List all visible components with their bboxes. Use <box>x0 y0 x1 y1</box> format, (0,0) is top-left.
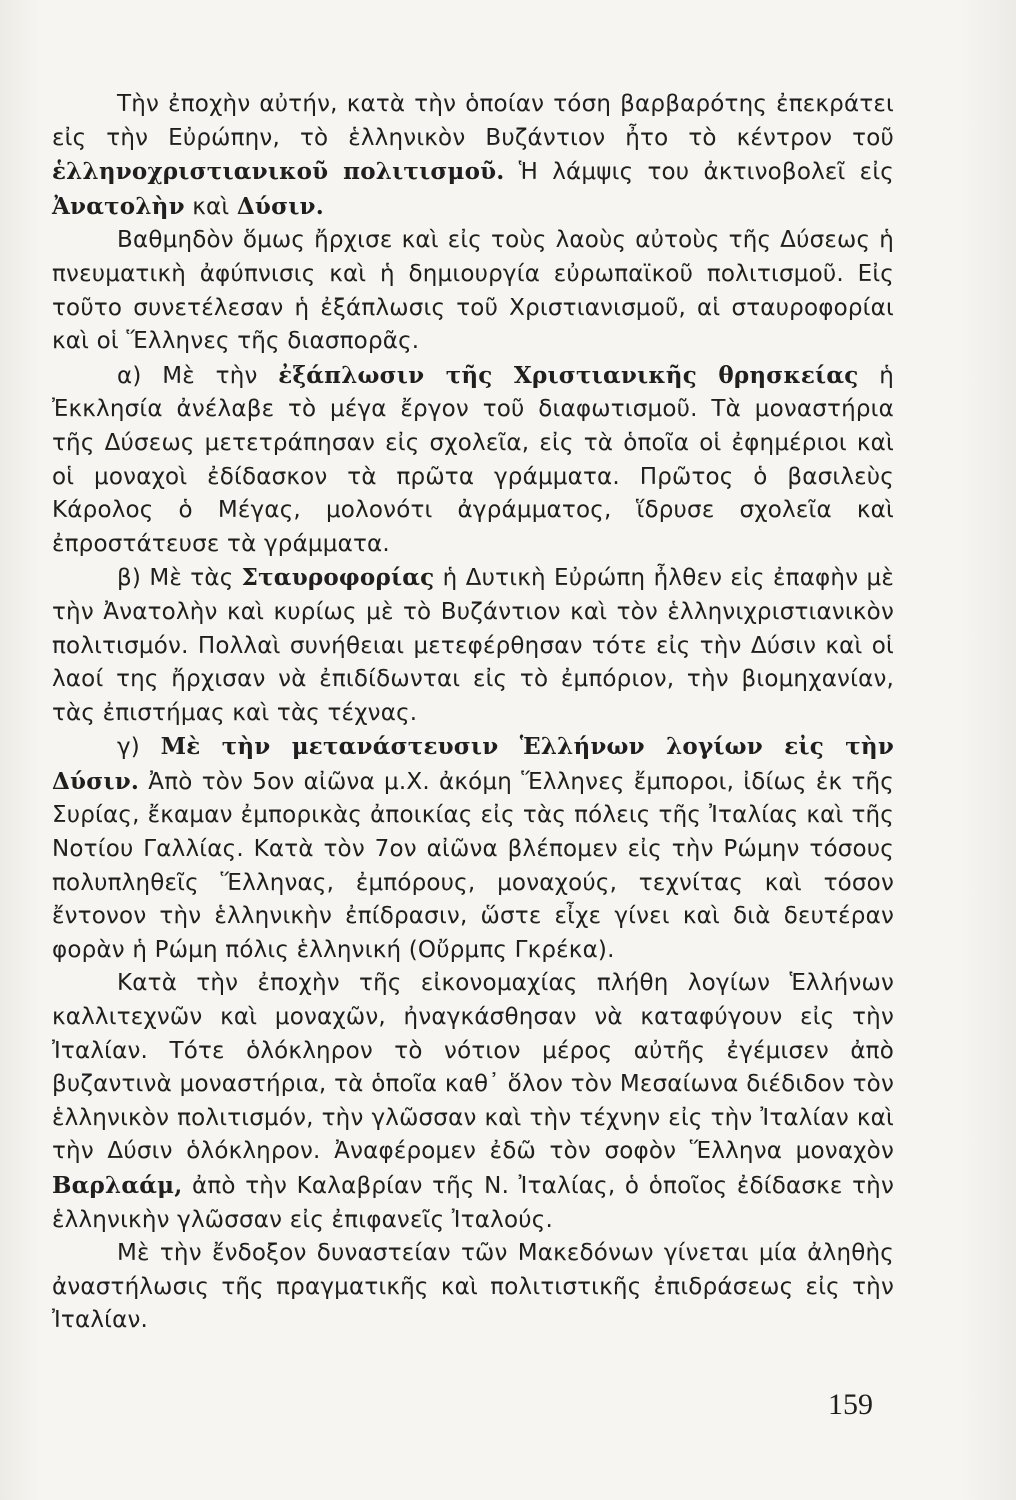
text-span: ἡ Ἐκκλησία ἀνέλαβε τὸ μέγα ἔργον τοῦ διαφωτισμοῦ. Τὰ μοναστήρια τῆς Δύσεως μετετράπησαν εἰς σχολεῖα, εἰς τὰ ὁποῖα οἱ ἐφημέριοι καὶ οἱ μοναχοὶ ἐδίδασκον τὰ πρῶτα γράμματα. Πρῶτος ὁ βασιλεὺς Κάρολος ὁ Μέγας, μολονότι ἀγράμματος, ἵδρυσε σχολεῖα καὶ ἐπροστάτευσε τὰ γράμματα. <box>52 362 895 557</box>
text-span: Ἀπὸ τὸν 5ον αἰῶνα μ.Χ. ἀκόμη Ἕλληνες ἔμποροι, ἰδίως ἐκ τῆς Συρίας, ἔκαμαν ἐμπορικὰς ἀποικίας εἰς τὰς πόλεις τῆς Ἰταλίας καὶ τῆς Νοτίου Γαλλίας. Κατὰ τὸν 7ον αἰῶνα βλέπομεν εἰς τὴν Ρώμην τόσους πολυπληθεῖς Ἕλληνας, ἐμπόρους, μοναχούς, τεχνίτας καὶ τόσον ἔντονον τὴν ἑλληνικὴν ἐπίδρασιν, ὥστε εἶχε γίνει καὶ διὰ δευτέραν φορὰν ἡ Ρώμη πόλις ἑλληνική (Οὔρμπς Γκρέκα). <box>52 768 894 963</box>
bold-term: Ἀνατολὴν <box>52 192 185 220</box>
text-span: Ἡ λάμψις του ἀκτινοβολεῖ εἰς <box>504 159 894 186</box>
bold-term: Βαρλαάμ, <box>52 1172 183 1199</box>
text-span: γ) <box>117 734 161 761</box>
bold-term: Σταυροφορίας <box>241 564 435 592</box>
text-span: Κατὰ τὴν ἐποχὴν τῆς εἰκονομαχίας πλήθη λογίων Ἑλλήνων καλλιτεχνῶν καὶ μοναχῶν, ἠναγκάσθησαν νὰ καταφύγουν εἰς τὴν Ἰταλίαν. Τότε ὁλόκληρον τὸ νότιον μέρος αὐτῆς ἐγέμισεν ἀπὸ βυζαντινὰ μοναστήρια, τὰ ὁποῖα καθ᾽ ὅλον τὸν Μεσαίωνα διέδιδον τὸν ἑλληνικὸν πολιτισμόν, τὴν γλῶσσαν καὶ τὴν τέχνην εἰς τὴν Ἰταλίαν καὶ τὴν Δύσιν ὁλόκληρον. Ἀναφέρομεν ἐδῶ τὸν σοφὸν Ἕλληνα μοναχὸν <box>52 970 894 1165</box>
paragraph-awakening <box>52 224 894 358</box>
body-text <box>52 88 894 1338</box>
page-number: 159 <box>828 1388 873 1421</box>
bold-term: ἐξάπλωσιν τῆς Χριστιανικῆς θρησκείας <box>278 361 859 389</box>
bold-term: Μὲ τὴν μετανάστευσιν Ἑλλήνων λογίων εἰς τὴν Δύσιν. <box>52 733 894 795</box>
bold-term: Δύσιν. <box>236 192 324 220</box>
paragraph-migration <box>52 730 894 967</box>
text-span: Μὲ τὴν ἔνδοξον δυναστείαν τῶν Μακεδόνων γίνεται μία ἀληθὴς ἀναστήλωσις τῆς πραγματικῆς καὶ πολιτιστικῆς ἐπιδράσεως εἰς τὴν Ἰταλίαν. <box>52 1240 894 1334</box>
text-span: Βαθμηδὸν ὅμως ἤρχισε καὶ εἰς τοὺς λαοὺς αὐτοὺς τῆς Δύσεως ἡ πνευματικὴ ἀφύπνισις καὶ ἡ δημιουργία εὐρωπαϊκοῦ πολιτισμοῦ. Εἰς τοῦτο συνετέλεσαν ἡ ἐξάπλωσις τοῦ Χριστιανισμοῦ, αἱ σταυροφορίαι καὶ οἱ Ἕλληνες τῆς διασπορᾶς. <box>52 227 894 355</box>
text-span: Τὴν ἐποχὴν αὐτήν, κατὰ τὴν ὁποίαν τόση βαρβαρότης ἐπεκράτει εἰς τὴν Εὐρώπην, τὸ ἑλληνικὸν Βυζάντιον ἦτο τὸ κέντρον τοῦ <box>52 91 894 151</box>
text-span: β) Μὲ τὰς <box>117 565 242 592</box>
paragraph-crusades <box>52 561 894 730</box>
text-span: καὶ <box>184 193 237 220</box>
text-span: ἡ Δυτικὴ Εὐρώπη ἦλθεν εἰς ἐπαφὴν μὲ τὴν Ἀνατολὴν καὶ κυρίως μὲ τὸ Βυζάντιον καὶ τὸν ἑλληνιχριστιανικὸν πολιτισμόν. Πολλαὶ συνήθειαι μετεφέρθησαν τότε εἰς τὴν Δύσιν καὶ οἱ λαοί της ἤρχισαν νὰ ἐπιδίδωνται εἰς τὸ ἐμπόριον, τὴν βιομηχανίαν, τὰς ἐπιστήμας καὶ τὰς τέχνας. <box>52 565 894 726</box>
bold-term: ἑλληνοχριστιανικοῦ πολιτισμοῦ. <box>52 158 505 186</box>
paragraph-intro <box>52 88 894 224</box>
paragraph-iconoclasm <box>52 967 894 1237</box>
text-span: α) Μὲ τὴν <box>117 362 279 389</box>
paragraph-christianity <box>52 359 894 562</box>
paragraph-macedonians <box>52 1237 894 1338</box>
text-span: ἀπὸ τὴν Καλαβρίαν τῆς Ν. Ἰταλίας, ὁ ὁποῖος ἐδίδασκε τὴν ἑλληνικὴν γλῶσσαν εἰς ἐπιφανεῖς Ἰταλούς. <box>52 1173 894 1233</box>
